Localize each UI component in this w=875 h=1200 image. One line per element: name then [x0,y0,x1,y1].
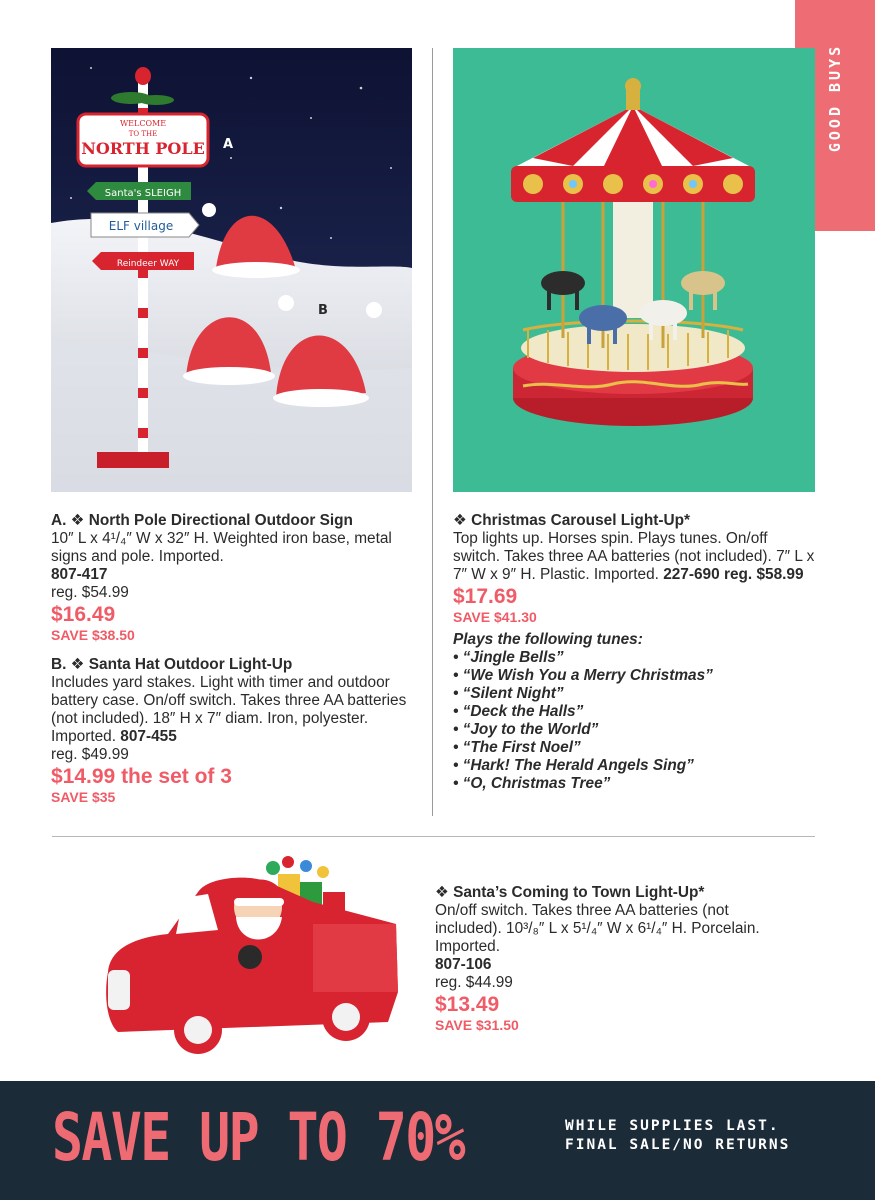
product-a-savings: SAVE $38.50 [51,627,135,643]
tune-item: • “We Wish You a Merry Christmas” [453,667,818,685]
svg-text:NORTH POLE: NORTH POLE [81,139,205,158]
truck-title: ❖ Santa’s Coming to Town Light-Up* [435,884,705,901]
product-b-savings: SAVE $35 [51,789,116,805]
tune-item: • “Silent Night” [453,685,818,703]
truck-regular-price: reg. $44.99 [435,974,513,991]
svg-text:ELF village: ELF village [108,219,174,233]
svg-text:TO THE: TO THE [128,130,158,138]
svg-text:A: A [223,137,234,152]
footer-line-1: WHILE SUPPLIES LAST. [565,1118,780,1134]
product-a-description: 10″ L x 4¹/₄″ W x 32″ H. Weighted iron base, metal signs and pole. Imported. [51,530,392,565]
section-divider [52,836,815,837]
product-b-description [51,674,421,746]
product-a-sku: 807-417 [51,566,108,583]
santa-truck-image [98,852,406,1064]
carousel-description [453,530,818,584]
footer-line-2: FINAL SALE/NO RETURNS [565,1137,791,1153]
product-b-description-text: Includes yard stakes. Light with timer and outdoor battery case. On/off switch. Takes three AA batteries (not included). 18″ H x 7″ diam. Iron, polyester. Imported. [51,674,407,745]
carousel-sku: 227-690 [663,566,720,583]
svg-text:B: B [318,303,328,318]
truck-sale-price: $13.49 [435,993,500,1016]
product-b-sku: 807-455 [120,728,177,745]
carousel-tunes-title: Plays the following tunes: [453,631,643,648]
product-a-sale-price: $16.49 [51,603,116,626]
carousel-tunes-list [453,649,818,793]
carousel-sale-price: $17.69 [453,585,518,608]
product-b-title: B. ❖ Santa Hat Outdoor Light-Up [51,656,293,673]
carousel-description-text: Top lights up. Horses spin. Plays tunes. On/off switch. Takes three AA batteries (not included). 7″ L x 7″ W x 9″ H. Plastic. Imported. [453,530,815,583]
north-pole-sign-image [51,48,412,492]
truck-info [435,884,795,1034]
truck-sku: 807-106 [435,956,492,973]
tune-item: • “Jingle Bells” [453,649,818,667]
tune-item: • “O, Christmas Tree” [453,775,818,793]
tune-item: • “The First Noel” [453,739,818,757]
product-b-sale-price: $14.99 the set of 3 [51,765,232,788]
truck-description: On/off switch. Takes three AA batteries (not included). 10³/₈″ L x 5¹/₄″ W x 6¹/₄″ H. Porcelain. Imported. [435,902,760,955]
carousel-regular-price: reg. $58.99 [723,566,804,583]
product-a-regular-price: reg. $54.99 [51,584,129,601]
carousel-savings: SAVE $41.30 [453,609,537,625]
product-a-info [51,512,421,806]
truck-savings: SAVE $31.50 [435,1017,519,1033]
product-a-title: A. ❖ North Pole Directional Outdoor Sign [51,512,353,529]
good-buys-label: GOOD BUYS [826,43,844,153]
svg-text:Reindeer WAY: Reindeer WAY [116,259,180,269]
footer-headline: SAVE UP TO 70% [52,1099,465,1176]
product-b-regular-price: reg. $49.99 [51,746,129,763]
tune-item: • “Joy to the World” [453,721,818,739]
column-divider [432,48,433,816]
carousel-title: ❖ Christmas Carousel Light-Up* [453,512,690,529]
tune-item: • “Deck the Halls” [453,703,818,721]
svg-text:WELCOME: WELCOME [119,119,167,128]
svg-text:Santa's SLEIGH: Santa's SLEIGH [104,188,182,199]
footer-banner [0,1081,875,1200]
carousel-info [453,512,818,793]
footer-terms [565,1117,790,1155]
christmas-carousel-image [453,48,815,492]
tune-item: • “Hark! The Herald Angels Sing” [453,757,818,775]
